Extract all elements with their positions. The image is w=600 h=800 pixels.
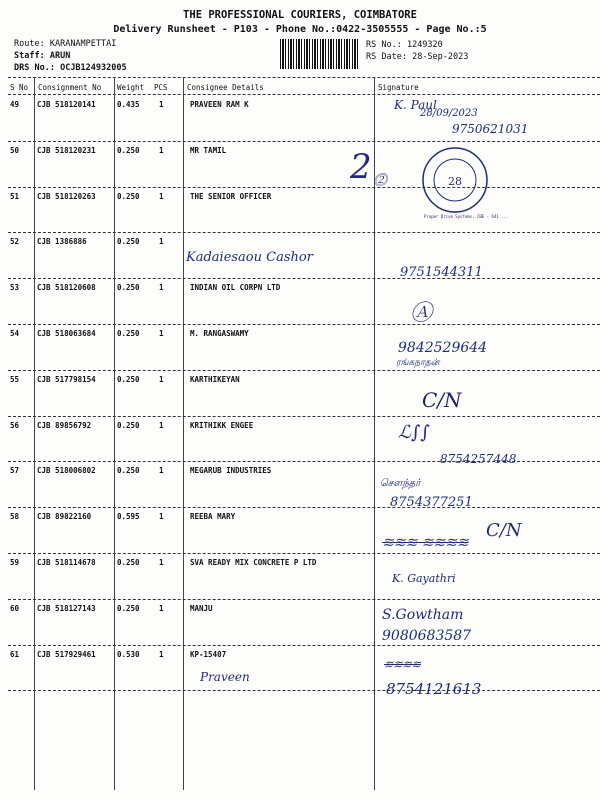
cell-consignee: MEGARUB INDUSTRIES bbox=[190, 466, 272, 476]
row57-name: சௌந்தர் bbox=[380, 478, 421, 489]
cell-weight: 0.250 bbox=[117, 466, 140, 476]
cell-consignee: MANJU bbox=[190, 603, 213, 613]
cell-consignment-no: CJB 518120608 bbox=[37, 283, 96, 293]
cell-sno: 53 bbox=[10, 283, 20, 293]
col-header-sno: S No bbox=[10, 83, 29, 92]
col-header-consignee: Consignee Details bbox=[187, 83, 264, 92]
row54-phone: 9842529644 bbox=[398, 340, 488, 356]
cell-consignee: KARTHIKEYAN bbox=[190, 374, 240, 384]
cell-sno: 54 bbox=[10, 329, 20, 338]
cell-consignee: THE SENIOR OFFICER bbox=[190, 191, 272, 201]
cell-sno: 58 bbox=[10, 512, 20, 522]
cell-consignment-no: CJB 518120231 bbox=[37, 145, 96, 155]
header-bottom-rule bbox=[8, 94, 600, 95]
cell-sno: 61 bbox=[10, 649, 20, 659]
rs-no-line bbox=[366, 40, 443, 50]
row-separator bbox=[8, 507, 600, 508]
cell-pcs: 1 bbox=[159, 649, 164, 659]
rs-date-line bbox=[366, 52, 468, 62]
table-row bbox=[0, 372, 600, 417]
cell-weight: 0.595 bbox=[117, 512, 140, 522]
table-row bbox=[0, 647, 600, 692]
cell-consignee: INDIAN OIL CORPN LTD bbox=[190, 283, 281, 293]
cell-sno: 51 bbox=[10, 191, 20, 201]
cell-pcs: 1 bbox=[159, 191, 164, 201]
rs-no-value: 1249320 bbox=[406, 40, 443, 50]
cell-sno: 52 bbox=[10, 237, 20, 247]
runsheet-subtitle: Delivery Runsheet - P103 - Phone No.:0422-3505555 - Page No.:5 bbox=[113, 24, 487, 35]
cell-consignee: M. RANGASWAMY bbox=[190, 329, 249, 338]
cell-pcs: 1 bbox=[159, 145, 164, 155]
stamp-text: Proper Drive Systems, CBE - 641 ... bbox=[424, 214, 509, 219]
row-separator bbox=[8, 278, 600, 279]
col-header-signature: Signature bbox=[378, 83, 419, 92]
row61-receiver-name: Praveen bbox=[200, 670, 250, 684]
cell-consignment-no: CJB 89856792 bbox=[37, 420, 92, 430]
cell-pcs: 1 bbox=[159, 329, 164, 338]
row55-cn-mark: C/N bbox=[422, 388, 462, 412]
table-row bbox=[0, 143, 600, 188]
cell-sno: 49 bbox=[10, 100, 20, 109]
rs-date-label: RS Date: bbox=[366, 52, 407, 62]
cell-pcs: 1 bbox=[159, 374, 164, 384]
cell-pcs: 1 bbox=[159, 466, 164, 476]
rs-date-value: 28-Sep-2023 bbox=[412, 52, 469, 62]
barcode bbox=[280, 39, 360, 69]
table-row bbox=[0, 463, 600, 508]
cell-pcs: 1 bbox=[159, 283, 164, 293]
cell-consignee: MR TAMIL bbox=[190, 145, 227, 155]
cell-consignment-no: CJB 518120263 bbox=[37, 191, 96, 201]
row57-phone: 8754257448 bbox=[440, 452, 517, 466]
table-row bbox=[0, 326, 600, 371]
col-header-pcs: PCS bbox=[154, 83, 168, 92]
cell-weight: 0.250 bbox=[117, 191, 140, 201]
cell-consignment-no: CJB 517929461 bbox=[37, 649, 96, 659]
row58-phone: 8754377251 bbox=[390, 495, 473, 510]
cell-weight: 0.250 bbox=[117, 558, 140, 567]
cell-consignment-no: CJB 518063684 bbox=[37, 329, 96, 338]
cell-pcs: 1 bbox=[159, 603, 164, 613]
row61-scribble: ≋≋≋≋ bbox=[384, 658, 421, 671]
row53-signature-mark: Ⓐ bbox=[410, 301, 433, 326]
row58-scribble: ≋≋≋ ≋≋≋≋ bbox=[382, 535, 469, 551]
table-row bbox=[0, 555, 600, 600]
cell-consignment-no: CJB 518114678 bbox=[37, 558, 96, 567]
cell-consignee: KRITHIKK ENGEE bbox=[190, 420, 254, 430]
row-separator bbox=[8, 187, 600, 188]
drs-line bbox=[14, 63, 127, 73]
row58-cn-mark: C/N bbox=[486, 520, 522, 541]
row54-name: ரங்கநாதன் bbox=[396, 358, 440, 368]
row56-signature-mark: ℒ∫∫ bbox=[398, 422, 430, 443]
cell-consignee: PRAVEEN RAM K bbox=[190, 100, 249, 109]
row50-signature-circle: ⓶ bbox=[373, 173, 387, 189]
cell-weight: 0.250 bbox=[117, 145, 140, 155]
cell-consignee: SVA READY MIX CONCRETE P LTD bbox=[190, 558, 317, 567]
cell-pcs: 1 bbox=[159, 512, 164, 522]
route-label: Route: bbox=[14, 39, 45, 49]
cell-weight: 0.250 bbox=[117, 603, 140, 613]
cell-sno: 56 bbox=[10, 420, 20, 430]
staff-value: ARUN bbox=[49, 51, 71, 61]
row60-phone: 9080683587 bbox=[382, 628, 472, 644]
delivery-stamp bbox=[420, 145, 490, 215]
row52-phone: 9751544311 bbox=[400, 265, 483, 280]
row-separator bbox=[8, 141, 600, 142]
row-separator bbox=[8, 645, 600, 646]
table-row bbox=[0, 189, 600, 234]
row-separator bbox=[8, 324, 600, 325]
table-row bbox=[0, 601, 600, 646]
route-line bbox=[14, 39, 116, 49]
row49-signature-date: 28/09/2023 bbox=[420, 108, 478, 119]
company-title: THE PROFESSIONAL COURIERS, COIMBATORE bbox=[183, 9, 417, 21]
staff-label: Staff: bbox=[14, 51, 45, 61]
cell-consignment-no: CJB 518127143 bbox=[37, 603, 96, 613]
row-separator bbox=[8, 370, 600, 371]
row60-name: S.Gowtham bbox=[382, 607, 464, 623]
row-separator bbox=[8, 553, 600, 554]
cell-weight: 0.250 bbox=[117, 374, 140, 384]
row50-signature-mark: 2 bbox=[350, 147, 372, 187]
rs-no-label: RS No.: bbox=[366, 40, 402, 50]
cell-weight: 0.250 bbox=[117, 283, 140, 293]
cell-pcs: 1 bbox=[159, 237, 164, 247]
cell-sno: 50 bbox=[10, 145, 20, 155]
table-row bbox=[0, 280, 600, 325]
row59-name: K. Gayathri bbox=[392, 572, 456, 585]
cell-sno: 57 bbox=[10, 466, 20, 476]
cell-consignee: REEBA MARY bbox=[190, 512, 236, 522]
row-separator bbox=[8, 232, 600, 233]
cell-weight: 0.435 bbox=[117, 100, 140, 109]
route-value: KARANAMPETTAI bbox=[49, 39, 117, 49]
svg-text:28: 28 bbox=[448, 175, 462, 188]
cell-consignee: KP-15407 bbox=[190, 649, 227, 659]
row-separator bbox=[8, 690, 600, 691]
row52-receiver-name: Kadaiesaou Cashor bbox=[186, 250, 313, 265]
row-separator bbox=[8, 599, 600, 600]
cell-consignment-no: CJB 518006802 bbox=[37, 466, 96, 476]
cell-consignment-no: CJB 89822160 bbox=[37, 512, 92, 522]
cell-weight: 0.250 bbox=[117, 420, 140, 430]
row49-phone: 9750621031 bbox=[452, 122, 529, 136]
row-separator bbox=[8, 416, 600, 417]
drs-label: DRS No.: bbox=[14, 63, 55, 73]
header-top-rule bbox=[8, 77, 600, 78]
col-header-consignment: Consignment No bbox=[38, 83, 102, 92]
cell-consignment-no: CJB 518120141 bbox=[37, 100, 96, 109]
cell-sno: 60 bbox=[10, 603, 20, 613]
cell-pcs: 1 bbox=[159, 100, 164, 109]
cell-sno: 55 bbox=[10, 374, 20, 384]
cell-consignment-no: CJB 1386886 bbox=[37, 237, 87, 247]
drs-value: OCJB124932005 bbox=[60, 63, 127, 73]
row61-phone: 8754121613 bbox=[386, 680, 482, 698]
staff-line bbox=[14, 51, 70, 61]
cell-weight: 0.250 bbox=[117, 329, 140, 338]
col-header-weight: Weight bbox=[117, 83, 145, 92]
cell-weight: 0.530 bbox=[117, 649, 140, 659]
cell-pcs: 1 bbox=[159, 420, 164, 430]
row49-signature-name: K. Paul bbox=[394, 98, 437, 112]
cell-consignment-no: CJB 517798154 bbox=[37, 374, 96, 384]
cell-sno: 59 bbox=[10, 558, 20, 567]
cell-weight: 0.250 bbox=[117, 237, 140, 247]
cell-pcs: 1 bbox=[159, 558, 164, 567]
